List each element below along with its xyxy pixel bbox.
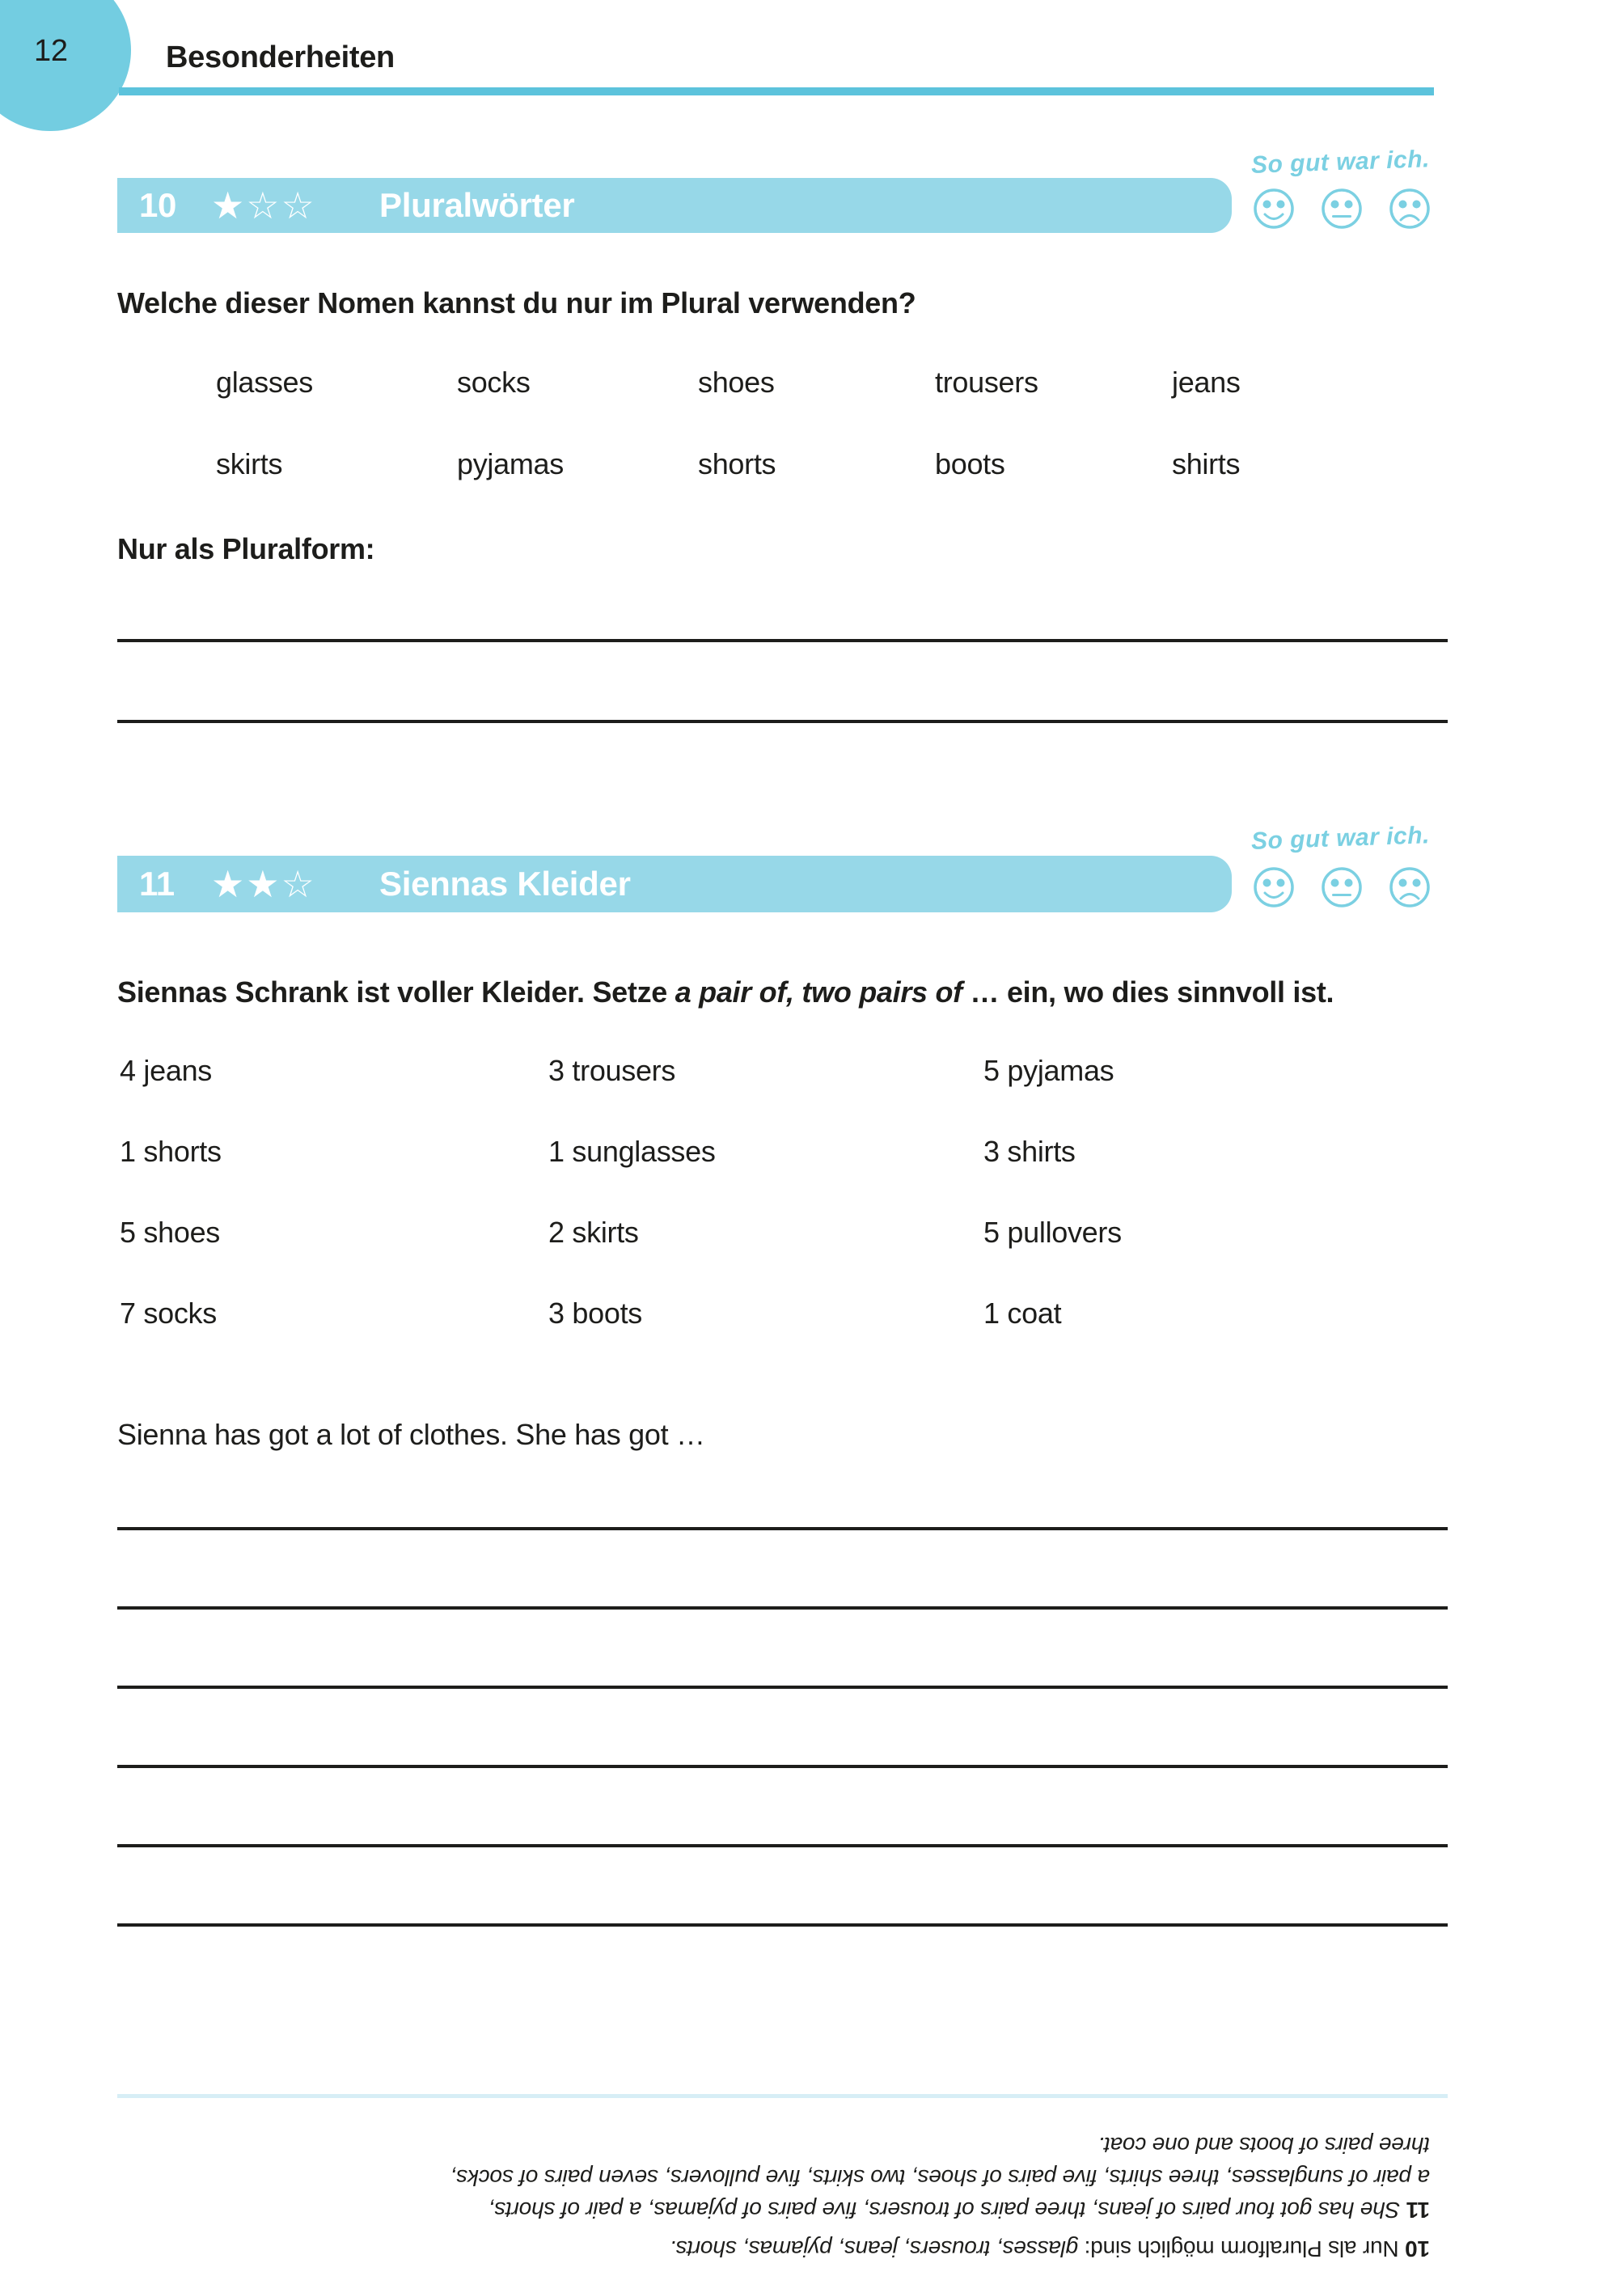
exercise-number: 10 — [139, 186, 177, 224]
wardrobe-item: 1 shorts — [120, 1135, 222, 1168]
word-item: boots — [935, 447, 1005, 480]
wardrobe-item: 5 pyjamas — [983, 1054, 1114, 1087]
smiley-sad-icon[interactable] — [1389, 188, 1431, 230]
writing-line[interactable] — [117, 720, 1448, 723]
answer-key-line — [194, 2129, 1430, 2161]
word-item: socks — [457, 366, 531, 399]
smiley-sad-icon[interactable] — [1389, 866, 1431, 908]
answer-key-line — [194, 2161, 1430, 2194]
answer-label: Nur als Pluralform: — [117, 532, 375, 565]
word-item: trousers — [935, 366, 1038, 399]
wardrobe-item: 4 jeans — [120, 1054, 212, 1087]
exercise-11-banner — [117, 856, 1232, 912]
word-item: skirts — [216, 447, 283, 480]
wardrobe-item: 2 skirts — [548, 1216, 639, 1249]
difficulty-stars-icon: ★★☆ — [211, 862, 316, 906]
rating-caption-ex10: So gut war ich. — [1250, 146, 1431, 179]
smiley-neutral-icon[interactable] — [1321, 866, 1363, 908]
answer-key-line — [194, 2194, 1430, 2226]
wardrobe-item: 3 trousers — [548, 1054, 676, 1087]
writing-line[interactable] — [117, 1527, 1448, 1530]
difficulty-stars-icon: ★☆☆ — [211, 184, 316, 227]
word-item: jeans — [1172, 366, 1241, 399]
answer-key-text-en: She has got four pairs of jeans, three pairs of trousers, five pairs of pyjamas, a pair of shorts, — [488, 2198, 1401, 2223]
writing-line[interactable] — [117, 1765, 1448, 1768]
header-rule — [119, 87, 1434, 95]
exercise-10-question: Welche dieser Nomen kannst du nur im Plural verwenden? — [117, 286, 916, 319]
instruction-part2: … ein, wo dies sinnvoll ist. — [962, 975, 1334, 1009]
instruction-italic: a pair of, two pairs of — [675, 975, 962, 1009]
word-item: shoes — [698, 366, 775, 399]
page-number: 12 — [34, 34, 68, 68]
wardrobe-item: 1 sunglasses — [548, 1135, 716, 1168]
smiley-neutral-icon[interactable] — [1321, 188, 1363, 230]
wardrobe-item: 5 pullovers — [983, 1216, 1122, 1249]
instruction-part1: Siennas Schrank ist voller Kleider. Setze — [117, 975, 675, 1009]
wardrobe-item: 3 boots — [548, 1297, 642, 1330]
exercise-number: 11 — [139, 865, 175, 903]
writing-line[interactable] — [117, 1606, 1448, 1610]
exercise-11-instruction — [117, 975, 1334, 1009]
wardrobe-item: 3 shirts — [983, 1135, 1076, 1168]
writing-line[interactable] — [117, 1923, 1448, 1927]
self-rating-ex11 — [1253, 866, 1431, 908]
word-item: shorts — [698, 447, 776, 480]
word-item: glasses — [216, 366, 313, 399]
answer-key-text-en: three pairs of boots and one coat. — [1097, 2133, 1430, 2158]
answer-key-text-en: a pair of sunglasses, three shirts, five pairs of shoes, two skirts, five pullovers, seven pairs of socks, — [450, 2165, 1430, 2190]
answer-key-text-de: Nur als Pluralform möglich sind: — [1078, 2236, 1399, 2261]
answer-key-text-en: glasses, trousers, jeans, pyjamas, shorts. — [670, 2236, 1079, 2261]
wardrobe-item: 5 shoes — [120, 1216, 220, 1249]
wardrobe-item: 7 socks — [120, 1297, 217, 1330]
word-item: shirts — [1172, 447, 1241, 480]
smiley-happy-icon[interactable] — [1253, 866, 1295, 908]
wardrobe-item: 1 coat — [983, 1297, 1062, 1330]
section-title: Besonderheiten — [166, 40, 395, 74]
footer-rule — [117, 2094, 1448, 2098]
writing-line[interactable] — [117, 639, 1448, 642]
writing-line[interactable] — [117, 1844, 1448, 1847]
answer-key — [194, 2103, 1430, 2265]
answer-key-number: 10 — [1405, 2236, 1430, 2261]
exercise-10-banner — [117, 178, 1232, 233]
smiley-happy-icon[interactable] — [1253, 188, 1295, 230]
word-item: pyjamas — [457, 447, 564, 480]
rating-caption-ex11: So gut war ich. — [1250, 822, 1431, 855]
writing-prompt: Sienna has got a lot of clothes. She has got … — [117, 1418, 705, 1451]
answer-key-number: 11 — [1406, 2198, 1430, 2223]
self-rating-ex10 — [1253, 188, 1431, 230]
writing-line[interactable] — [117, 1686, 1448, 1689]
answer-key-line — [194, 2232, 1430, 2265]
exercise-title: Pluralwörter — [379, 186, 575, 224]
exercise-title: Siennas Kleider — [379, 865, 631, 903]
